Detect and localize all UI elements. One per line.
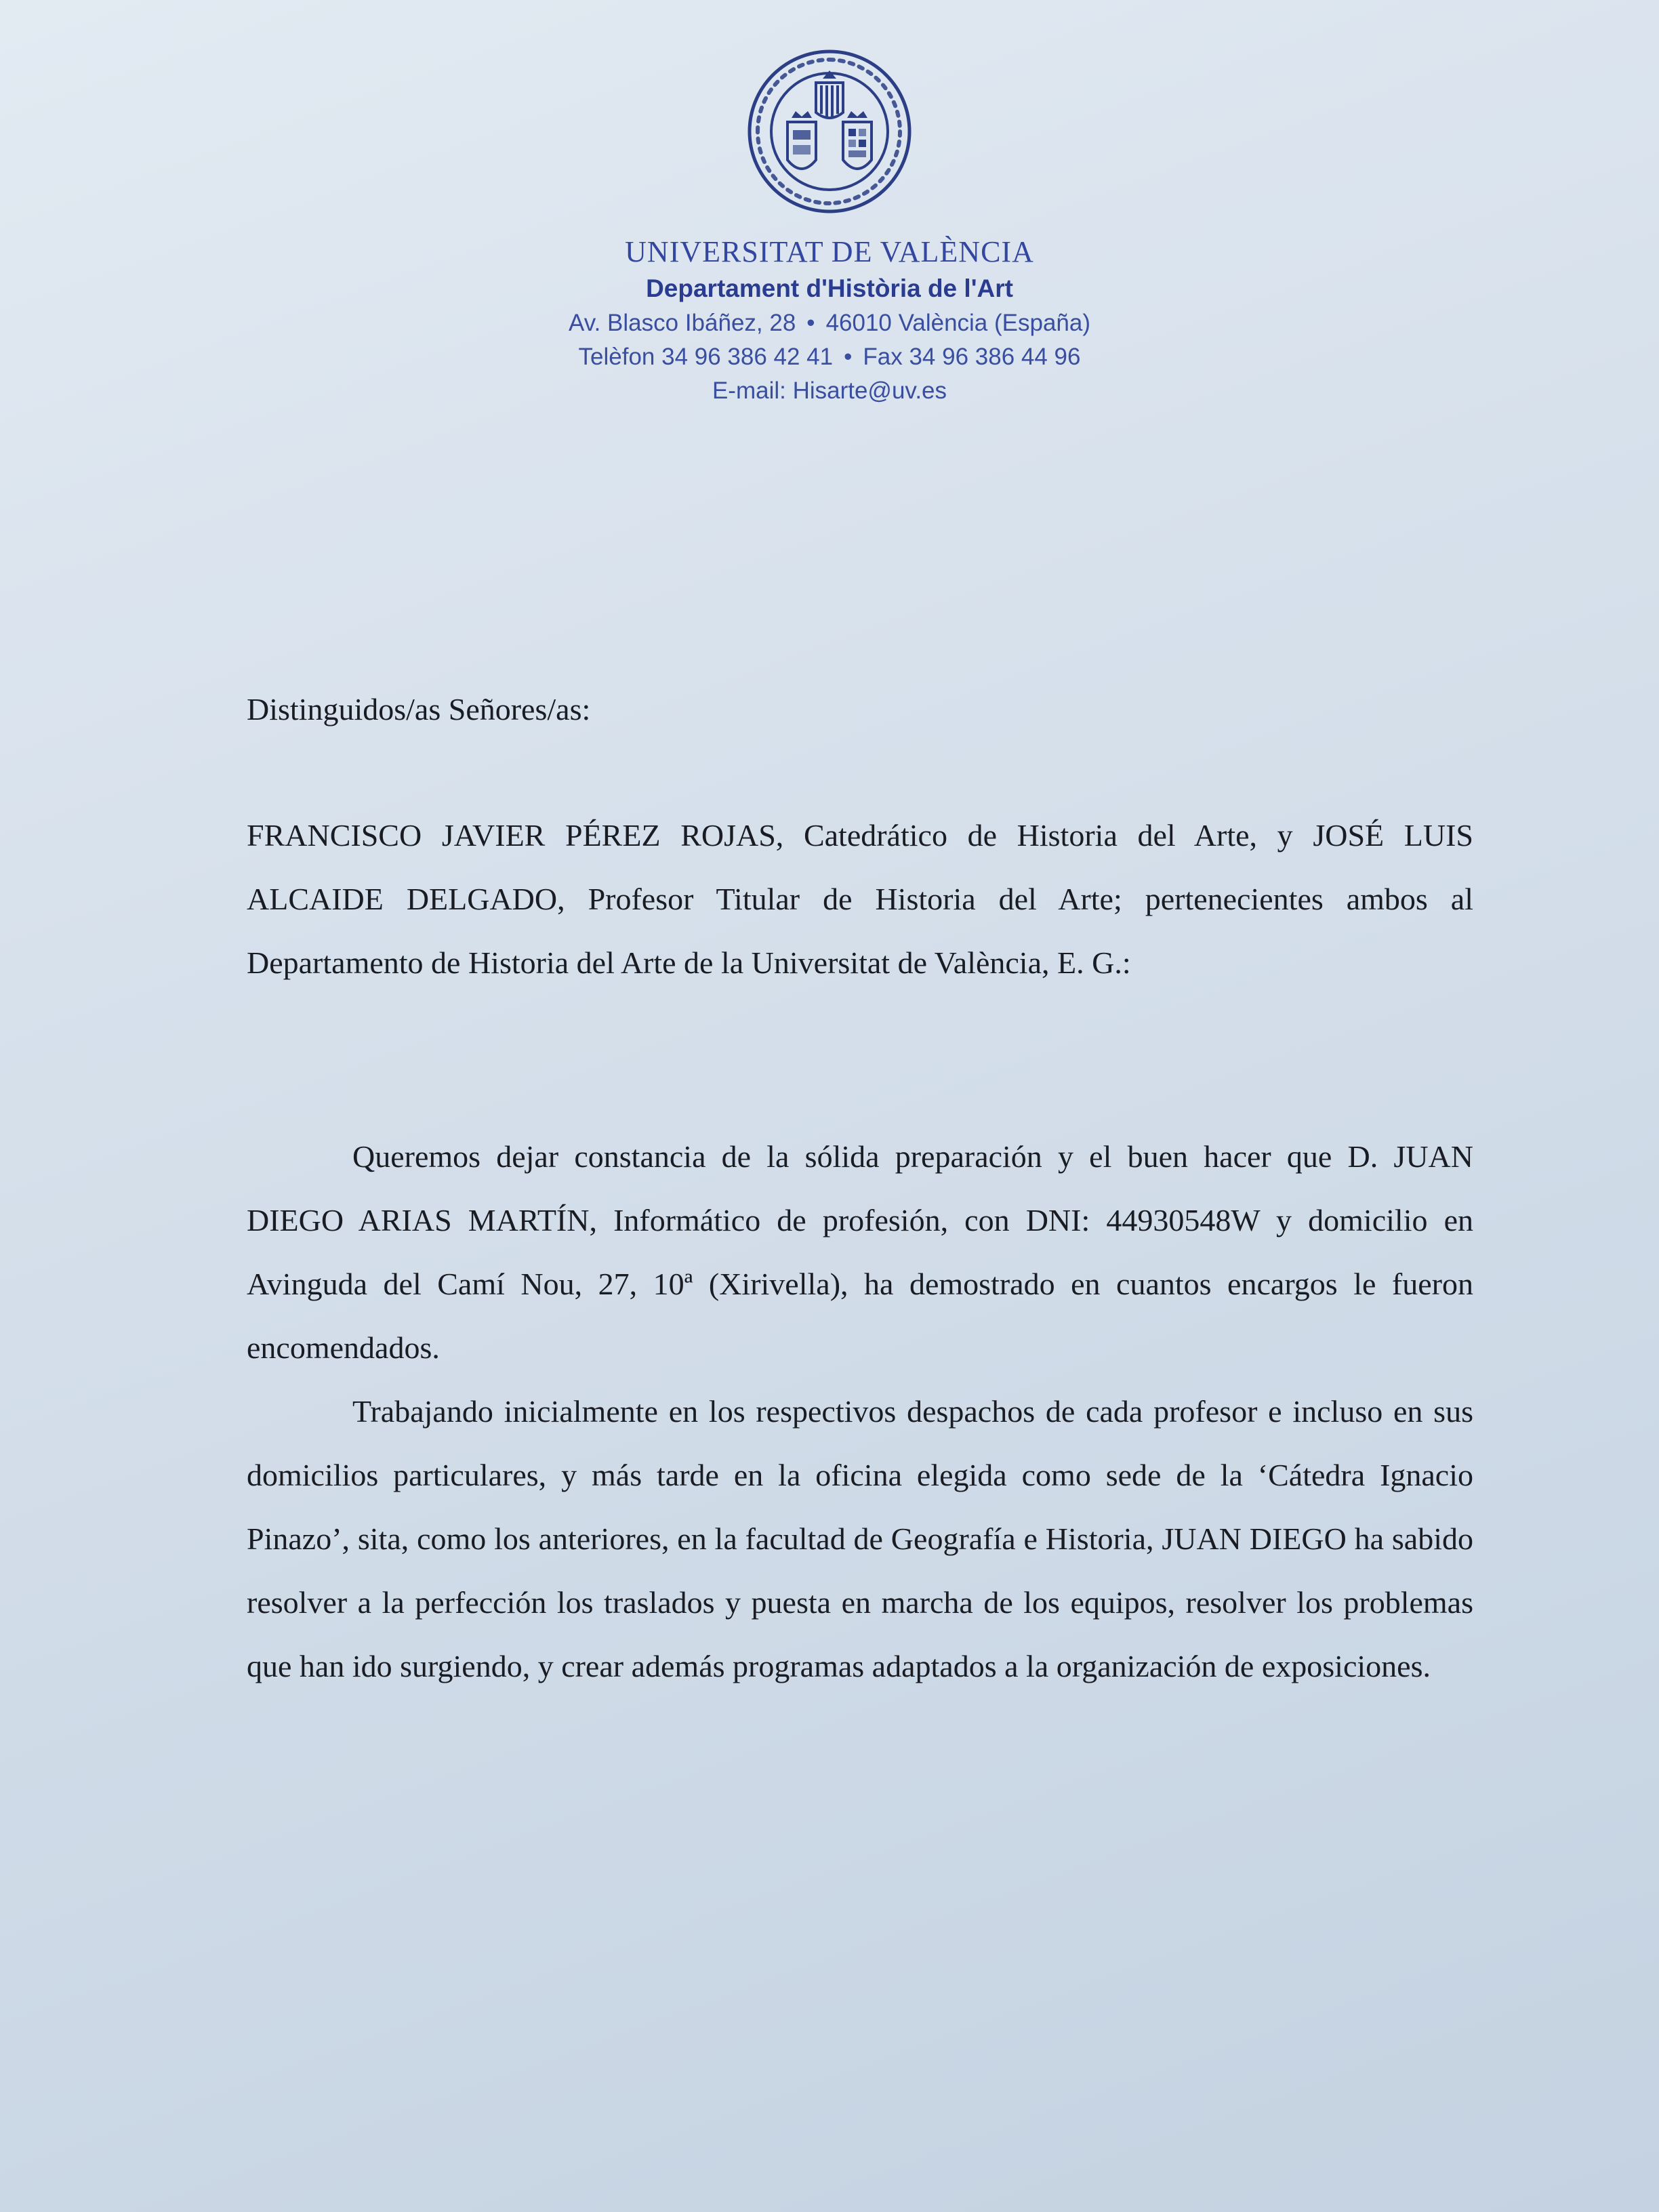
- intro-paragraph: FRANCISCO JAVIER PÉREZ ROJAS, Catedrático de Historia del Arte, y JOSÉ LUIS ALCAIDE DELGADO, Profesor Titular de Historia del Arte; pertenecientes ambos al Departamento de Historia del Arte de la Universitat de València, E. G.:: [247, 818, 1473, 980]
- university-name: UNIVERSITAT DE VALÈNCIA: [625, 235, 1034, 268]
- fax-number: Fax 34 96 386 44 96: [863, 344, 1081, 370]
- letter-intro: [247, 804, 1473, 995]
- body-paragraph-1: Queremos dejar constancia de la sólida preparación y el buen hacer que D. JUAN DIEGO ARIAS MARTÍN, Informático de profesión, con DNI: 44930548W y domicilio en Avinguda del Camí Nou, 27, 10ª (Xirivella), ha demostrado en cuantos encargos le fueron encomendados.: [247, 1139, 1473, 1365]
- address-line: [0, 310, 1659, 337]
- address-city: 46010 València (España): [825, 310, 1091, 336]
- phone-number: Telèfon 34 96 386 42 41: [578, 344, 834, 370]
- address-street: Av. Blasco Ibáñez, 28: [568, 310, 796, 336]
- bullet-separator: •: [806, 310, 815, 336]
- email-line: E-mail: Hisarte@uv.es: [712, 377, 947, 404]
- phone-fax-line: [0, 344, 1659, 371]
- letter-body: [247, 1125, 1473, 1698]
- department-name: Departament d'Història de l'Art: [646, 274, 1013, 302]
- letter-greeting: Distinguidos/as Señores/as:: [247, 692, 591, 726]
- bullet-separator: •: [844, 344, 853, 370]
- body-paragraph-2: Trabajando inicialmente en los respectivos despachos de cada profesor e incluso en sus domicilios particulares, y más tarde en la oficina elegida como sede de la ‘Cátedra Ignacio Pinazo’, sita, como los anteriores, en la facultad de Geografía e Historia, JUAN DIEGO ha sabido resolver a la perfección los traslados y puesta en marcha de los equipos, resolver los problemas que han ido surgiendo, y crear además programas adaptados a la organización de exposiciones.: [247, 1394, 1473, 1683]
- university-seal-icon: [745, 47, 914, 216]
- letterhead: [0, 47, 1659, 405]
